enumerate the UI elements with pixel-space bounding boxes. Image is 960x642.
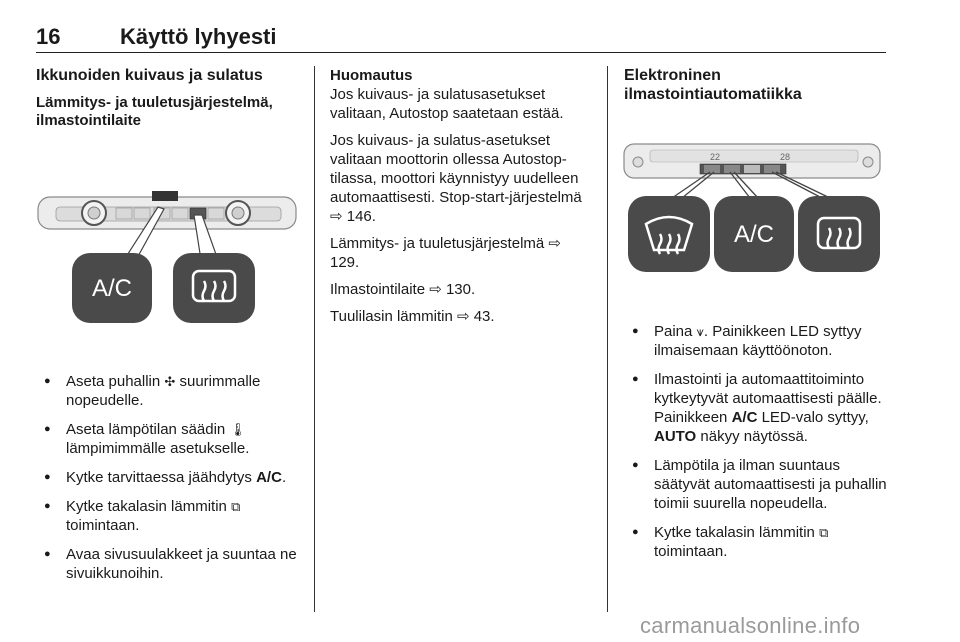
section-title: Ikkunoiden kuivaus ja sulatus — [36, 67, 263, 84]
climate-panel-figure — [36, 185, 300, 325]
temperature-display-left: 22 — [710, 152, 721, 162]
display — [152, 191, 178, 201]
auto-climate-panel-figure — [622, 136, 884, 276]
section-title: Elektroninen ilmastointiautomatiikka — [624, 67, 802, 103]
watermark: carmanualsonline.info — [640, 613, 861, 638]
list-item: ● Kytke tarvittaessa jäähdytys A/C. — [36, 468, 304, 487]
list-item: ● Aseta puhallin ✣ suurimmalle nopeudelle. — [36, 372, 304, 410]
list-item: ● Kytke takalasin lämmitin ⧉ toimintaan. — [36, 497, 304, 535]
cross-reference: Tuulilasin lämmitin ⇨ 43. — [330, 308, 495, 325]
rear-defrost-icon: ⧉ — [231, 499, 241, 514]
list-item: ● Lämpötila ja ilman suuntaus säätyvät automaattisesti ja puhallin toimii suurella nopeudella. — [624, 456, 892, 513]
column-divider — [314, 66, 315, 612]
list-item: ● Avaa sivusuulakkeet ja suuntaa ne sivuikkunoihin. — [36, 545, 304, 583]
column-3 — [624, 66, 892, 104]
cross-reference: Ilmastointilaite ⇨ 130. — [330, 281, 476, 298]
column-1-bullets — [36, 372, 304, 593]
list-item: ● Aseta lämpötilan säädin 🌡 lämpimimmälle asetukselle. — [36, 420, 304, 458]
note-title: Huomautus — [330, 67, 413, 84]
ac-button-label: A/C — [733, 221, 775, 248]
note-paragraph: Jos kuivaus- ja sulatusasetukset valitaan, Autostop saatetaan estää. — [330, 86, 564, 122]
windscreen-defrost-icon: ⩛ — [696, 324, 704, 339]
list-item: ● Ilmastointi ja automaattitoiminto kytkeytyvät automaattisesti päälle. Painikkeen A/C LED-valo syttyy, AUTO näkyy näytössä. — [624, 370, 892, 446]
page-number: 16 — [36, 24, 61, 49]
column-divider — [607, 66, 608, 612]
rear-defrost-icon: ⧉ — [819, 525, 829, 540]
list-item: ● Paina ⩛. Painikkeen LED syttyy ilmaisemaan käyttöönoton. — [624, 322, 892, 360]
rear-defrost-button-callout — [798, 196, 880, 272]
column-2 — [330, 66, 592, 326]
note-paragraph: Jos kuivaus- ja sulatus-asetukset valitaan moottorin ollessa Autostop-tilassa, moottori käynnistyy uudelleen automaattisesti. Stop-start-järjestelmä ⇨ 146. — [330, 132, 582, 225]
column-3-bullets — [624, 322, 892, 571]
fan-icon: ✣ — [164, 374, 176, 389]
temperature-icon: 🌡 — [229, 422, 246, 437]
temperature-display-right: 28 — [780, 152, 791, 162]
list-item: ● Kytke takalasin lämmitin ⧉ toimintaan. — [624, 523, 892, 561]
column-1 — [36, 66, 304, 130]
cross-reference: Lämmitys- ja tuuletusjärjestelmä ⇨ 129. — [330, 235, 561, 271]
page-title: Käyttö lyhyesti — [120, 24, 277, 49]
page-header — [36, 20, 886, 53]
subsection-title: Lämmitys- ja tuuletusjärjestelmä, ilmastointilaite — [36, 94, 273, 129]
ac-button-label: A/C — [91, 275, 133, 302]
